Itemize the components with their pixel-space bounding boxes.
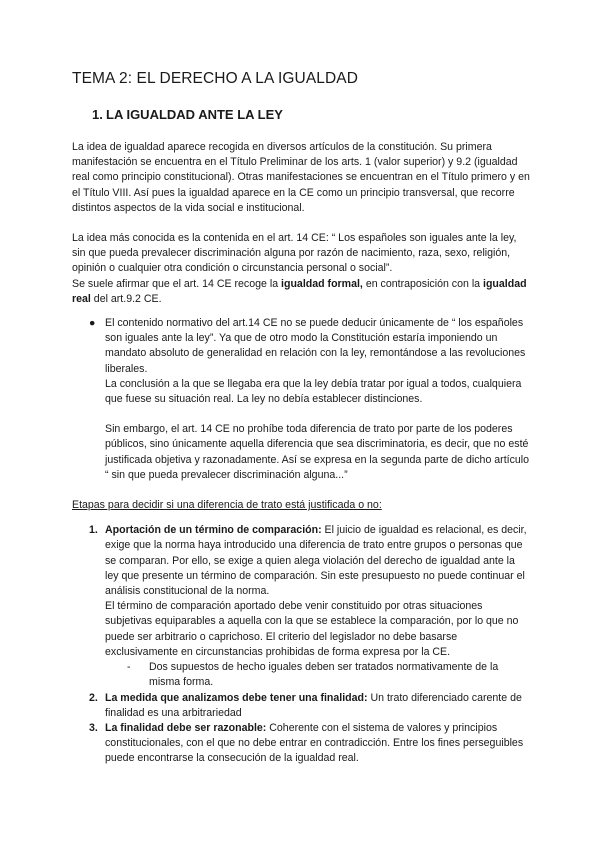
- art14-quote: La idea más conocida es la contenida en el art. 14 CE: “ Los españoles son iguales ante la ley, sin que pueda prevalecer discriminación alguna por razón de nacimiento, raza, sexo, religión, opinión o cualquier otra condición o circunstancia personal o social”.: [72, 232, 517, 275]
- step-item-3: [89, 721, 530, 767]
- step-item-1: [89, 523, 530, 690]
- sub-item: [127, 660, 530, 690]
- formal-text-post: del art.9.2 CE.: [90, 292, 162, 305]
- bullet-paragraph-1: El contenido normativo del art.14 CE no se puede deducir únicamente de “ los españoles son iguales ante la ley”. Ya que de otro modo la Constitución estaría imponiendo un mandato absoluto de generalidad en relación con la ley, remontándose a las revoluciones liberales.: [105, 317, 526, 375]
- igualdad-formal-term: igualdad formal,: [281, 277, 363, 290]
- section-title: LA IGUALDAD ANTE LA LEY: [106, 107, 283, 122]
- step-description: El juicio de igualdad es relacional, es decir, exige que la norma haya introducido una diferencia de trato entre grupos o personas que se comparan. Por ello, se exige a quien alega violación del derecho de igualdad ante la ley que presente un término de comparación. Sin este presupuesto no puede continuar el análisis constitucional de la norma.: [105, 524, 527, 598]
- step-extra: El término de comparación aportado debe venir constituido por otras situaciones subjetivas equiparables a aquella con la que se establece la comparación, por lo que no puede ser arbitrario o caprichoso. El criterio del legislador no debe basarse exclusivamente en circunstancias prohibidas de forma expresa por la CE.: [105, 600, 519, 658]
- formal-text-pre: Se suele afirmar que el art. 14 CE recoge la: [72, 277, 282, 290]
- step-title: La medida que analizamos debe tener una finalidad:: [105, 691, 368, 704]
- formal-text-mid: en contraposición con la: [362, 277, 484, 290]
- step-item-2: [89, 691, 530, 721]
- bullet-dot-icon: ●: [89, 317, 96, 330]
- step-description: Un trato diferenciado carente de finalidad es una arbitrariedad: [105, 691, 522, 719]
- sub-item-text: Dos supuestos de hecho iguales deben ser tratados normativamente de la misma forma.: [149, 661, 499, 689]
- dash-marker: -: [127, 661, 131, 674]
- bullet-paragraph-2: La conclusión a la que se llegaba era que la ley debía tratar por igual a todos, cualquiera que fuese su situación real. La ley no debía establecer distinciones.: [105, 377, 522, 406]
- document-title: TEMA 2: EL DERECHO A LA IGUALDAD: [72, 70, 359, 87]
- step-title: La finalidad debe ser razonable:: [105, 721, 267, 734]
- step-description: Coherente con el sistema de valores y principios constitucionales, con el que no debe entrar en contradicción. Entre los fines perseguibles puede encontrarse la consecución de la igualdad real.: [105, 721, 524, 765]
- igualdad-real-term: igualdad real: [72, 277, 527, 305]
- section-heading: [92, 107, 530, 122]
- step-text: [105, 691, 530, 721]
- step-number: 2.: [89, 691, 98, 704]
- etapas-heading: Etapas para decidir si una diferencia de trato está justificada o no:: [72, 499, 382, 512]
- step-text: [105, 721, 530, 767]
- bullet-item: [89, 316, 530, 483]
- step-number: 1.: [89, 524, 98, 537]
- step-title: Aportación de un término de comparación:: [105, 524, 322, 537]
- step-text: [105, 523, 530, 599]
- bullet-paragraph-3: Sin embargo, el art. 14 CE no prohíbe toda diferencia de trato por parte de los poderes públicos, sino únicamente aquella diferencia que sea discriminatoria, es decir, que no esté justificada objetiva y razonadamente. Así se expresa en la segunda parte de dicho artículo “ sin que pueda prevalecer discriminación alguna...”: [105, 423, 530, 481]
- step-number: 3.: [89, 721, 98, 734]
- art14-paragraph: [72, 231, 530, 307]
- section-number: 1.: [92, 107, 103, 122]
- intro-paragraph: La idea de igualdad aparece recogida en diversos artículos de la constitución. Su primera manifestación se encuentra en el Título Preliminar de los arts. 1 (valor superior) y 9.2 (igualdad real como principio constitucional). Otras manifestaciones se encuentran en el Título primero y en el Título VIII. Así pues la igualdad aparece en la CE como un principio transversal, que recorre distintos aspectos de la vida social e institucional.: [72, 141, 530, 214]
- steps-list: [89, 523, 530, 766]
